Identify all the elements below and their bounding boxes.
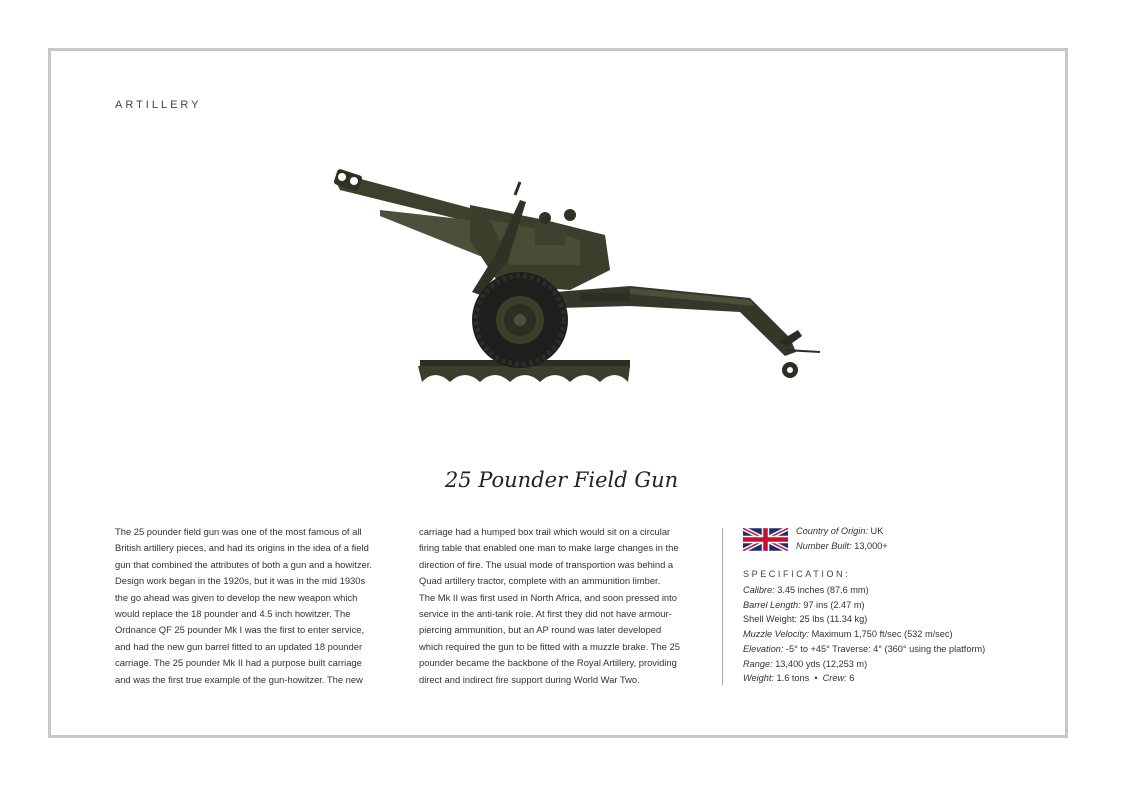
spec-range [743,657,985,672]
spec-label: Elevation: [743,643,784,654]
text-line: would replace the 18 pounder and 4.5 inch howitzer. The [115,608,351,620]
category-label: ARTILLERY [115,99,202,111]
text-line: carriage had a humped box trail which would sit on a circular [419,526,671,537]
description-column-1 [115,524,401,688]
country-of-origin [796,524,888,539]
spec-value: 6 [846,673,855,684]
text-line: and was the first true example of the gun-howitzer. The new [115,673,363,685]
origin-info [796,524,888,554]
page-title: 25 Pounder Field Gun [444,468,679,492]
text-line: the go ahead was given to develop the new weapon which [115,591,358,603]
spec-label: Calibre: [743,585,775,595]
text-line: gun that combined the attributes of both a gun and a howitzer. [115,558,372,570]
text-line: Design work began in the 1920s, but it was in the mid 1930s [115,575,366,587]
text-line: The Mk II was first used in North Africa, and soon pressed into [419,591,677,603]
field-gun-illustration [330,160,830,390]
text-line: Ordnance QF 25 pounder Mk I was the first to enter service, [115,624,365,636]
country-label: Country of Origin: [796,526,868,536]
text-line: firing table that enabled one man to make large changes in the [419,542,679,554]
column-divider [722,528,723,685]
text-line: British artillery pieces, and had its origins in the idea of a field [115,542,369,554]
spec-label: Crew: [822,673,847,684]
built-value: 13,000+ [851,541,888,551]
text-line: direction of fire. The usual mode of transportion was behind a [419,558,674,570]
spec-label: Range: [743,658,773,669]
spec-calibre [743,583,985,598]
number-built [796,539,888,554]
country-value: UK [868,526,884,536]
description-column-2 [419,524,705,688]
spec-shell-weight: Shell Weight: 25 lbs (11.34 kg) [743,614,868,625]
spec-muzzle-velocity [743,627,985,642]
spec-value: Maximum 1,750 ft/sec (532 m/sec) [809,629,953,640]
text-line: piercing ammunition, but an AP round was later developed [419,624,662,636]
spec-elevation [743,642,985,657]
text-line: direct and indirect fire support during World War Two. [419,673,640,685]
spec-barrel-length [743,598,985,613]
built-label: Number Built: [796,541,852,551]
spec-label: Barrel Length: [743,599,801,610]
spec-value: -5° to +45° Traverse: 4° (360° using the platform) [783,643,986,654]
spec-label: Weight: [743,673,774,684]
specification-heading: SPECIFICATION: [743,569,851,579]
text-line: and had the new gun barrel fitted to an updated 18 pounder [115,640,363,652]
text-line: service in the anti-tank role. At first they did not have armour- [419,608,672,620]
specification-list [743,583,985,686]
spec-weight-crew [743,671,985,686]
text-line: Quad artillery tractor, complete with an ammunition limber. [419,575,661,587]
spec-value: 13,400 yds (12,253 m) [772,658,868,669]
text-line: The 25 pounder field gun was one of the most famous of all [115,526,362,537]
spec-value: 3.45 inches (87.6 mm) [774,585,869,595]
spec-value: 1.6 tons • [773,673,823,684]
text-line: pounder became the backbone of the Royal Artillery, providing [419,657,677,669]
spec-value: 97 ins (2.47 m) [800,599,865,610]
text-line: carriage. The 25 pounder Mk II had a purpose built carriage [115,657,362,669]
union-jack-flag-icon [743,528,788,551]
spec-label: Muzzle Velocity: [743,629,810,640]
text-line: which required the gun to be fitted with a muzzle brake. The 25 [419,640,680,652]
